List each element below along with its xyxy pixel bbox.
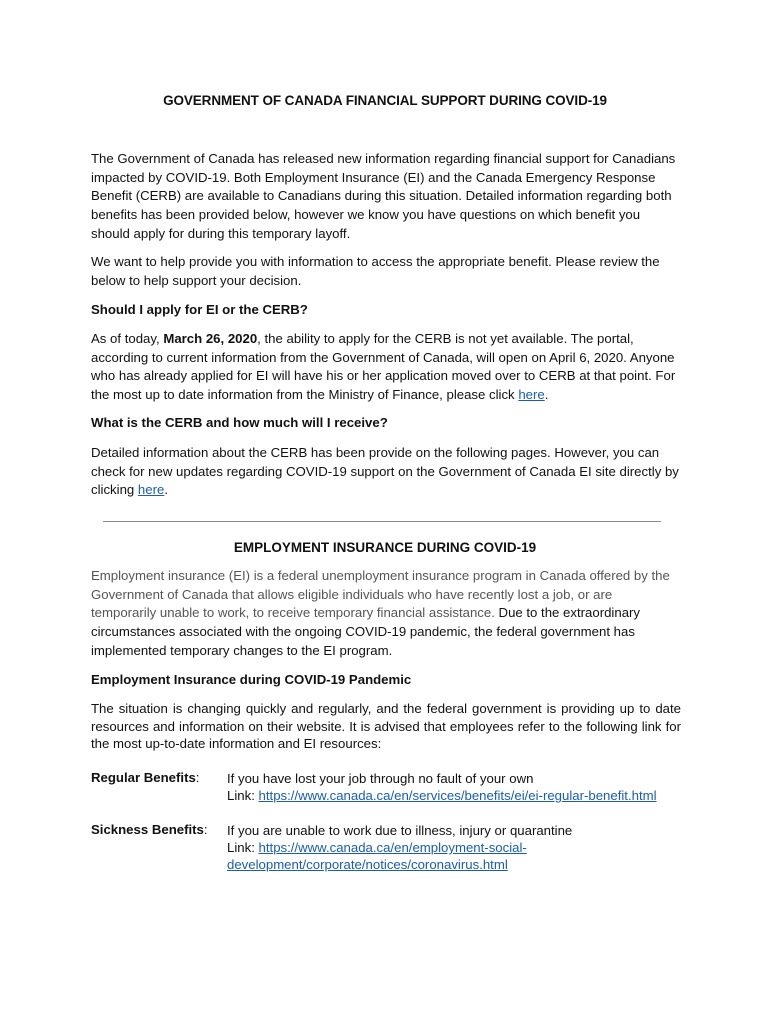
intro-paragraph-2 [91,253,681,290]
sickness-benefits-link-line [227,839,687,856]
ei-situation [91,700,681,753]
q2-text: Detailed information about the CERB has been provide on the following pages. However, you can check for new updates regarding COVID-19 support on the Government of Canada EI site directly by clicking [91,445,679,498]
question-2-heading: What is the CERB and how much will I receive? [91,415,388,430]
regular-benefits-colon: : [195,770,200,785]
q1-here-link[interactable]: here [518,387,545,403]
intro-text-2: We want to help provide you with information to access the appropriate benefit. Please review the below to help support your decision. [91,254,660,288]
sickness-benefits-link-line-2 [227,856,687,873]
regular-benefits-link-prefix: Link: [227,788,259,803]
sickness-benefits-desc: If you are unable to work due to illness, injury or quarantine [227,823,573,838]
sickness-benefits-link-part2[interactable]: development/corporate/notices/coronavirus.html [227,857,508,872]
regular-benefits-link-line [227,787,687,804]
ei-section-title: EMPLOYMENT INSURANCE DURING COVID-19 [233,540,537,555]
question-1-heading: Should I apply for EI or the CERB? [91,302,308,317]
q1-text-before: As of today, [91,331,164,346]
ei-intro [91,567,681,661]
q1-date: March 26, 2020 [163,331,258,346]
regular-benefits-body [227,770,687,804]
regular-benefits-label [91,769,199,788]
sickness-benefits-colon: : [203,822,208,837]
q2-here-link[interactable]: here [137,482,165,498]
q2-end: . [164,482,168,498]
q1-text-after: , the ability to apply for the CERB is not yet available. The portal, according to current information from the Government of Canada, will open on April 6, 2020. Anyone who has already applied for EI will have his or her application moved over to CERB at that point. For the most up to date information from the Ministry of Finance, please click [91,331,676,403]
sickness-benefits-body [227,822,687,873]
page-title: GOVERNMENT OF CANADA FINANCIAL SUPPORT DURING COVID-19 [163,93,607,108]
intro-text-1: The Government of Canada has released new information regarding financial support for Canadians impacted by COVID-19. Both Employment Insurance (EI) and the Canada Emergency Response Benefit (CERB) are available to Canadians during this situation. Detailed information regarding both benefits has been provided below, however we know you have questions on which benefit you should apply for during this temporary layoff. [91,151,676,241]
ei-intro-gray: Employment insurance (EI) is a federal unemployment insurance program in Canada offered by the Government of Canada that allows eligible individuals who have recently lost a job, or are temporarily unable to work, to receive temporary financial assistance. [91,568,670,621]
q1-end: . [544,387,549,403]
regular-benefits-label-text: Regular Benefits [91,770,196,785]
section-divider [103,521,661,522]
regular-benefits-desc: If you have lost your job through no fault of your own [227,771,534,786]
question-1-answer [91,330,681,405]
sickness-benefits-link-prefix: Link: [227,840,259,855]
sickness-benefits-label-text: Sickness Benefits [91,822,204,837]
ei-intro-dark: Due to the extraordinary circumstances associated with the ongoing COVID-19 pandemic, the federal government has implemented temporary changes to the EI program. [91,605,641,658]
question-2-answer [91,444,681,500]
sickness-benefits-label [91,821,208,840]
ei-subheading: Employment Insurance during COVID-19 Pandemic [91,672,412,687]
ei-situation-text: The situation is changing quickly and regularly, and the federal government is providing up to date resources and information on their website. It is advised that employees refer to the following link for the most up-to-date information and EI resources: [91,701,681,751]
regular-benefits-link[interactable]: https://www.canada.ca/en/services/benefits/ei/ei-regular-benefit.html [258,788,657,803]
intro-paragraph-1 [91,150,681,244]
sickness-benefits-link-part1[interactable]: https://www.canada.ca/en/employment-social- [258,840,527,855]
